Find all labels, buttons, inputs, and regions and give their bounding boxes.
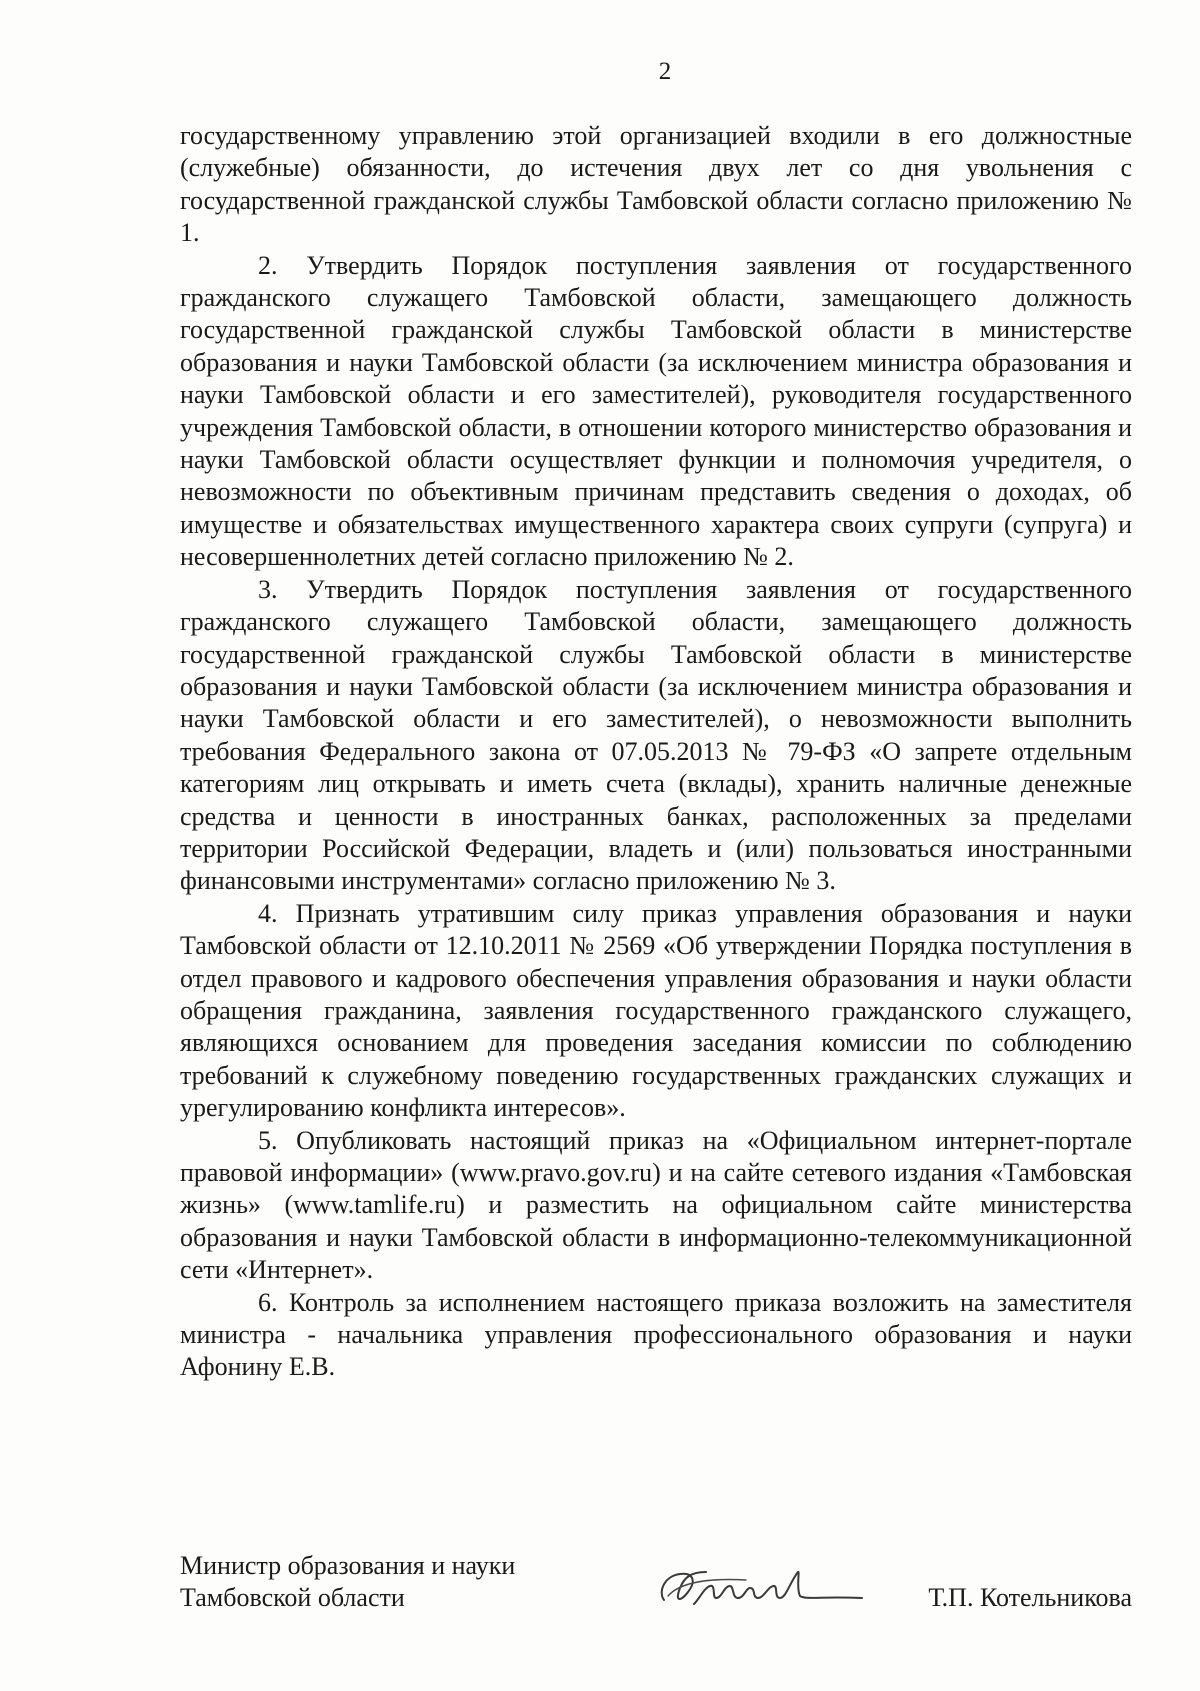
page-number: 2	[658, 58, 672, 85]
paragraph-continuation: государственному управлению этой организацией входили в его должностные (служебные) обязанности, до истечения двух лет со дня увольнения с государственной гражданской службы Тамбовской области согласно приложению № 1.	[180, 121, 1132, 248]
paragraph-item-5: 5. Опубликовать настоящий приказ на «Официальном интернет-портале правовой информации» (www.pravo.gov.ru) и на сайте сетевого издания «Тамбовская жизнь» (www.tamlife.ru) и разместить на официальном сайте министерства образования и науки Тамбовской области в информационно-телекоммуникационной сети «Интернет».	[180, 1125, 1132, 1285]
signatory-position	[180, 1550, 515, 1614]
signatory-position-line2: Тамбовской области	[180, 1583, 405, 1612]
signatory-name: Т.П. Котельникова	[928, 1583, 1132, 1612]
document-body	[180, 120, 1132, 1384]
paragraph-item-2: 2. Утвердить Порядок поступления заявления от государственного гражданского служащего Тамбовской области, замещающего должность государственной гражданской службы Тамбовской области в министерстве образования и науки Тамбовской области (за исключением министра образования и науки Тамбовской области и его заместителей), руководителя государственного учреждения Тамбовской области, в отношении которого министерство образования и науки Тамбовской области осуществляет функции и полномочия учредителя, о невозможности по объективным причинам представить сведения о доходах, об имуществе и обязательствах имущественного характера своих супруги (супруга) и несовершеннолетних детей согласно приложению № 2.	[180, 250, 1132, 572]
signatory-position-line1: Министр образования и науки	[180, 1551, 516, 1580]
handwritten-signature	[650, 1558, 870, 1618]
paragraph-item-3: 3. Утвердить Порядок поступления заявления от государственного гражданского служащего Тамбовской области, замещающего должность государственной гражданской службы Тамбовской области в министерстве образования и науки Тамбовской области (за исключением министра образования и науки Тамбовской области и его заместителей), о невозможности выполнить требования Федерального закона от 07.05.2013 № 79-ФЗ «О запрете отдельным категориям лиц открывать и иметь счета (вклады), хранить наличные денежные средства и ценности в иностранных банках, расположенных за пределами территории Российской Федерации, владеть и (или) пользоваться иностранными финансовыми инструментами» согласно приложению № 3.	[180, 574, 1132, 896]
paragraph-item-4: 4. Признать утратившим силу приказ управления образования и науки Тамбовской области от 12.10.2011 № 2569 «Об утверждении Порядка поступления в отдел правового и кадрового обеспечения управления образования и науки области обращения гражданина, заявления государственного гражданского служащего, являющихся основанием для проведения заседания комиссии по соблюдению требований к служебному поведению государственных гражданских служащих и урегулированию конфликта интересов».	[180, 898, 1132, 1123]
paragraph-item-6: 6. Контроль за исполнением настоящего приказа возложить на заместителя министра - начальника управления профессионального образования и науки Афонину Е.В.	[180, 1287, 1132, 1382]
